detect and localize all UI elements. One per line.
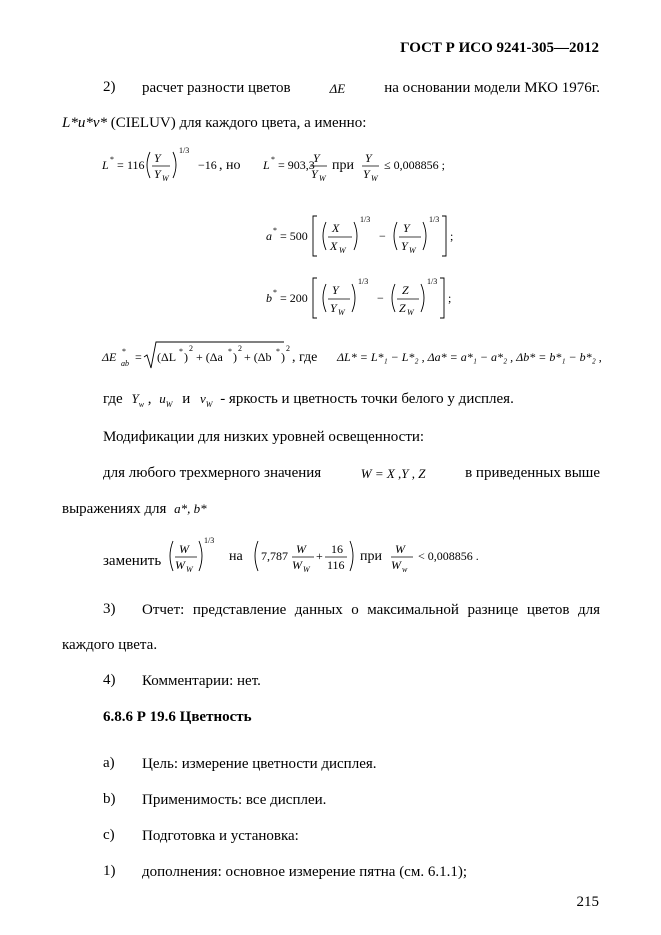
svg-text:W: W [162, 174, 169, 183]
page-number: 215 [576, 894, 599, 910]
svg-text:2: 2 [286, 344, 290, 353]
svg-text:=: = [135, 350, 142, 364]
svg-text:= 200: = 200 [280, 291, 308, 305]
svg-text:Y: Y [330, 301, 337, 315]
svg-text:W: W [391, 558, 401, 572]
item-2-line-2 [62, 114, 366, 132]
svg-text:16: 16 [331, 542, 343, 556]
list-1-marker: 1) [103, 863, 116, 879]
svg-text:*: * [179, 347, 183, 356]
formula-delta-definitions: ΔL* = L*₁ − L*₂ , Δa* = a*₁ − a*₂ , Δb* = b*₁ − b*₂ , [337, 350, 602, 364]
svg-text:W: W [303, 565, 310, 574]
svg-text:Z: Z [402, 283, 409, 297]
svg-text:, но: , но [219, 158, 241, 173]
svg-text:L: L [263, 158, 270, 172]
svg-text:1/3: 1/3 [429, 215, 440, 224]
svg-text:W: W [296, 542, 306, 556]
svg-text:+ (Δb: + (Δb [244, 350, 272, 364]
svg-text:Y: Y [313, 151, 320, 165]
svg-text:W: W [292, 558, 302, 572]
svg-text:1/3: 1/3 [358, 277, 369, 286]
svg-text:Y: Y [311, 167, 318, 181]
svg-text:): ) [233, 350, 237, 364]
svg-text:= 903,3: = 903,3 [278, 158, 315, 172]
modifications-title: Модификации для низких уровней освещенности: [103, 429, 425, 445]
modifications-line-1: для любого трехмерного значения W = X ,Y , Z в приведенных выше [103, 465, 600, 481]
svg-text:(ΔL: (ΔL [157, 350, 177, 364]
svg-text:+: + [316, 549, 323, 563]
svg-text:ab: ab [121, 359, 129, 368]
item-3-line-2: каждого цвета. [62, 637, 158, 653]
document-header: ГОСТ Р ИСО 9241-305—2012 [400, 40, 599, 56]
svg-text:< 0,008856 .: < 0,008856 . [418, 549, 479, 563]
delta-e-symbol: ΔE [329, 81, 346, 96]
svg-text:*: * [271, 155, 275, 164]
svg-text:, где: , где [292, 350, 318, 365]
modifications-line-2: выражениях для a*, b* [62, 501, 207, 517]
svg-text:*: * [110, 155, 114, 164]
svg-text:b: b [266, 291, 272, 305]
svg-text:= 500: = 500 [280, 229, 308, 243]
svg-text:*: * [273, 288, 277, 297]
item-3-line-1: Отчет: представление данных о максимальной разнице цветов для [142, 602, 600, 618]
svg-text:W: W [339, 246, 346, 255]
svg-text:Y: Y [363, 167, 370, 181]
item-4-text: Комментарии: нет. [142, 673, 261, 689]
svg-text:W: W [409, 246, 416, 255]
svg-text:W: W [186, 565, 193, 574]
item-2-text-a: расчет разности цветов [142, 80, 291, 96]
formula-replace [168, 536, 498, 584]
svg-text:a: a [266, 229, 272, 243]
where-line: где $Y_w$ , $u_W$ и $v_W$ - яркость и цветность точки белого у дисплея. [103, 391, 514, 409]
item-2-line-1 [142, 79, 600, 98]
svg-text:;: ; [450, 229, 454, 243]
list-c-text: Подготовка и установка: [142, 828, 299, 844]
formula-lightness [100, 144, 660, 192]
formula-L-lhs: L [102, 158, 109, 172]
formula-L-coef: 116 [127, 158, 145, 172]
formula-b-star [264, 272, 464, 324]
svg-text:W: W [371, 174, 378, 183]
svg-text:X: X [330, 239, 338, 253]
svg-text:W: W [338, 308, 345, 317]
svg-text:1/3: 1/3 [204, 536, 215, 545]
item-4-number: 4) [103, 672, 116, 688]
svg-text:1/3: 1/3 [427, 277, 438, 286]
svg-text:−16: −16 [198, 158, 217, 172]
svg-text:−: − [379, 229, 386, 243]
formula-a-star [264, 210, 464, 262]
formula-L-condition: ≤ 0,008856 ; [384, 158, 445, 172]
svg-text:W: W [319, 174, 326, 183]
svg-text:W: W [407, 308, 414, 317]
svg-text:;: ; [448, 291, 452, 305]
item-2-number: 2) [103, 79, 116, 95]
svg-text:2: 2 [189, 344, 193, 353]
svg-text:1/3: 1/3 [360, 215, 371, 224]
list-a-text: Цель: измерение цветности дисплея. [142, 756, 377, 772]
svg-text:при: при [360, 549, 382, 564]
svg-text:): ) [184, 350, 188, 364]
item-3-number: 3) [103, 601, 116, 617]
list-1-text: дополнения: основное измерение пятна (см. 6.1.1); [142, 864, 467, 880]
svg-text:Y: Y [332, 283, 339, 297]
item-2-line-2-text: (CIELUV) для каждого цвета, а именно: [110, 115, 367, 131]
formula-L-num: Y [154, 151, 161, 165]
svg-text:116: 116 [327, 558, 345, 572]
svg-text:*: * [122, 347, 126, 356]
svg-text:): ) [281, 350, 285, 364]
svg-text:Z: Z [399, 301, 406, 315]
svg-text:Y: Y [365, 151, 372, 165]
svg-text:*: * [228, 347, 232, 356]
list-b-marker: b) [103, 791, 116, 807]
svg-text:ΔE: ΔE [102, 350, 117, 364]
formula-L-den: Y [154, 167, 161, 181]
svg-text:−: − [377, 291, 384, 305]
svg-text:W: W [395, 542, 405, 556]
svg-text:Y: Y [401, 239, 408, 253]
svg-text:*: * [273, 226, 277, 235]
list-a-marker: a) [103, 755, 115, 771]
svg-text:*: * [276, 347, 280, 356]
formula-L-exponent: 1/3 [179, 146, 190, 155]
svg-text:7,787: 7,787 [261, 549, 288, 563]
svg-text:=: = [117, 158, 124, 172]
formula-delta-e [100, 339, 660, 373]
svg-text:X: X [332, 221, 340, 235]
svg-text:W: W [175, 558, 185, 572]
svg-text:W: W [179, 542, 189, 556]
svg-text:2: 2 [238, 344, 242, 353]
list-c-marker: c) [103, 827, 115, 843]
svg-text:w: w [402, 565, 408, 574]
svg-text:на: на [229, 549, 243, 564]
replace-word: заменить [103, 553, 162, 569]
svg-text:Y: Y [403, 221, 410, 235]
svg-text:при: при [332, 158, 354, 173]
list-b-text: Применимость: все дисплеи. [142, 792, 327, 808]
cieluv-symbol: L*u*v* [62, 115, 107, 131]
svg-text:+ (Δa: + (Δa [196, 350, 223, 364]
section-title: 6.8.6 Р 19.6 Цветность [103, 709, 252, 725]
item-2-text-b: на основании модели МКО 1976г. [384, 80, 600, 96]
